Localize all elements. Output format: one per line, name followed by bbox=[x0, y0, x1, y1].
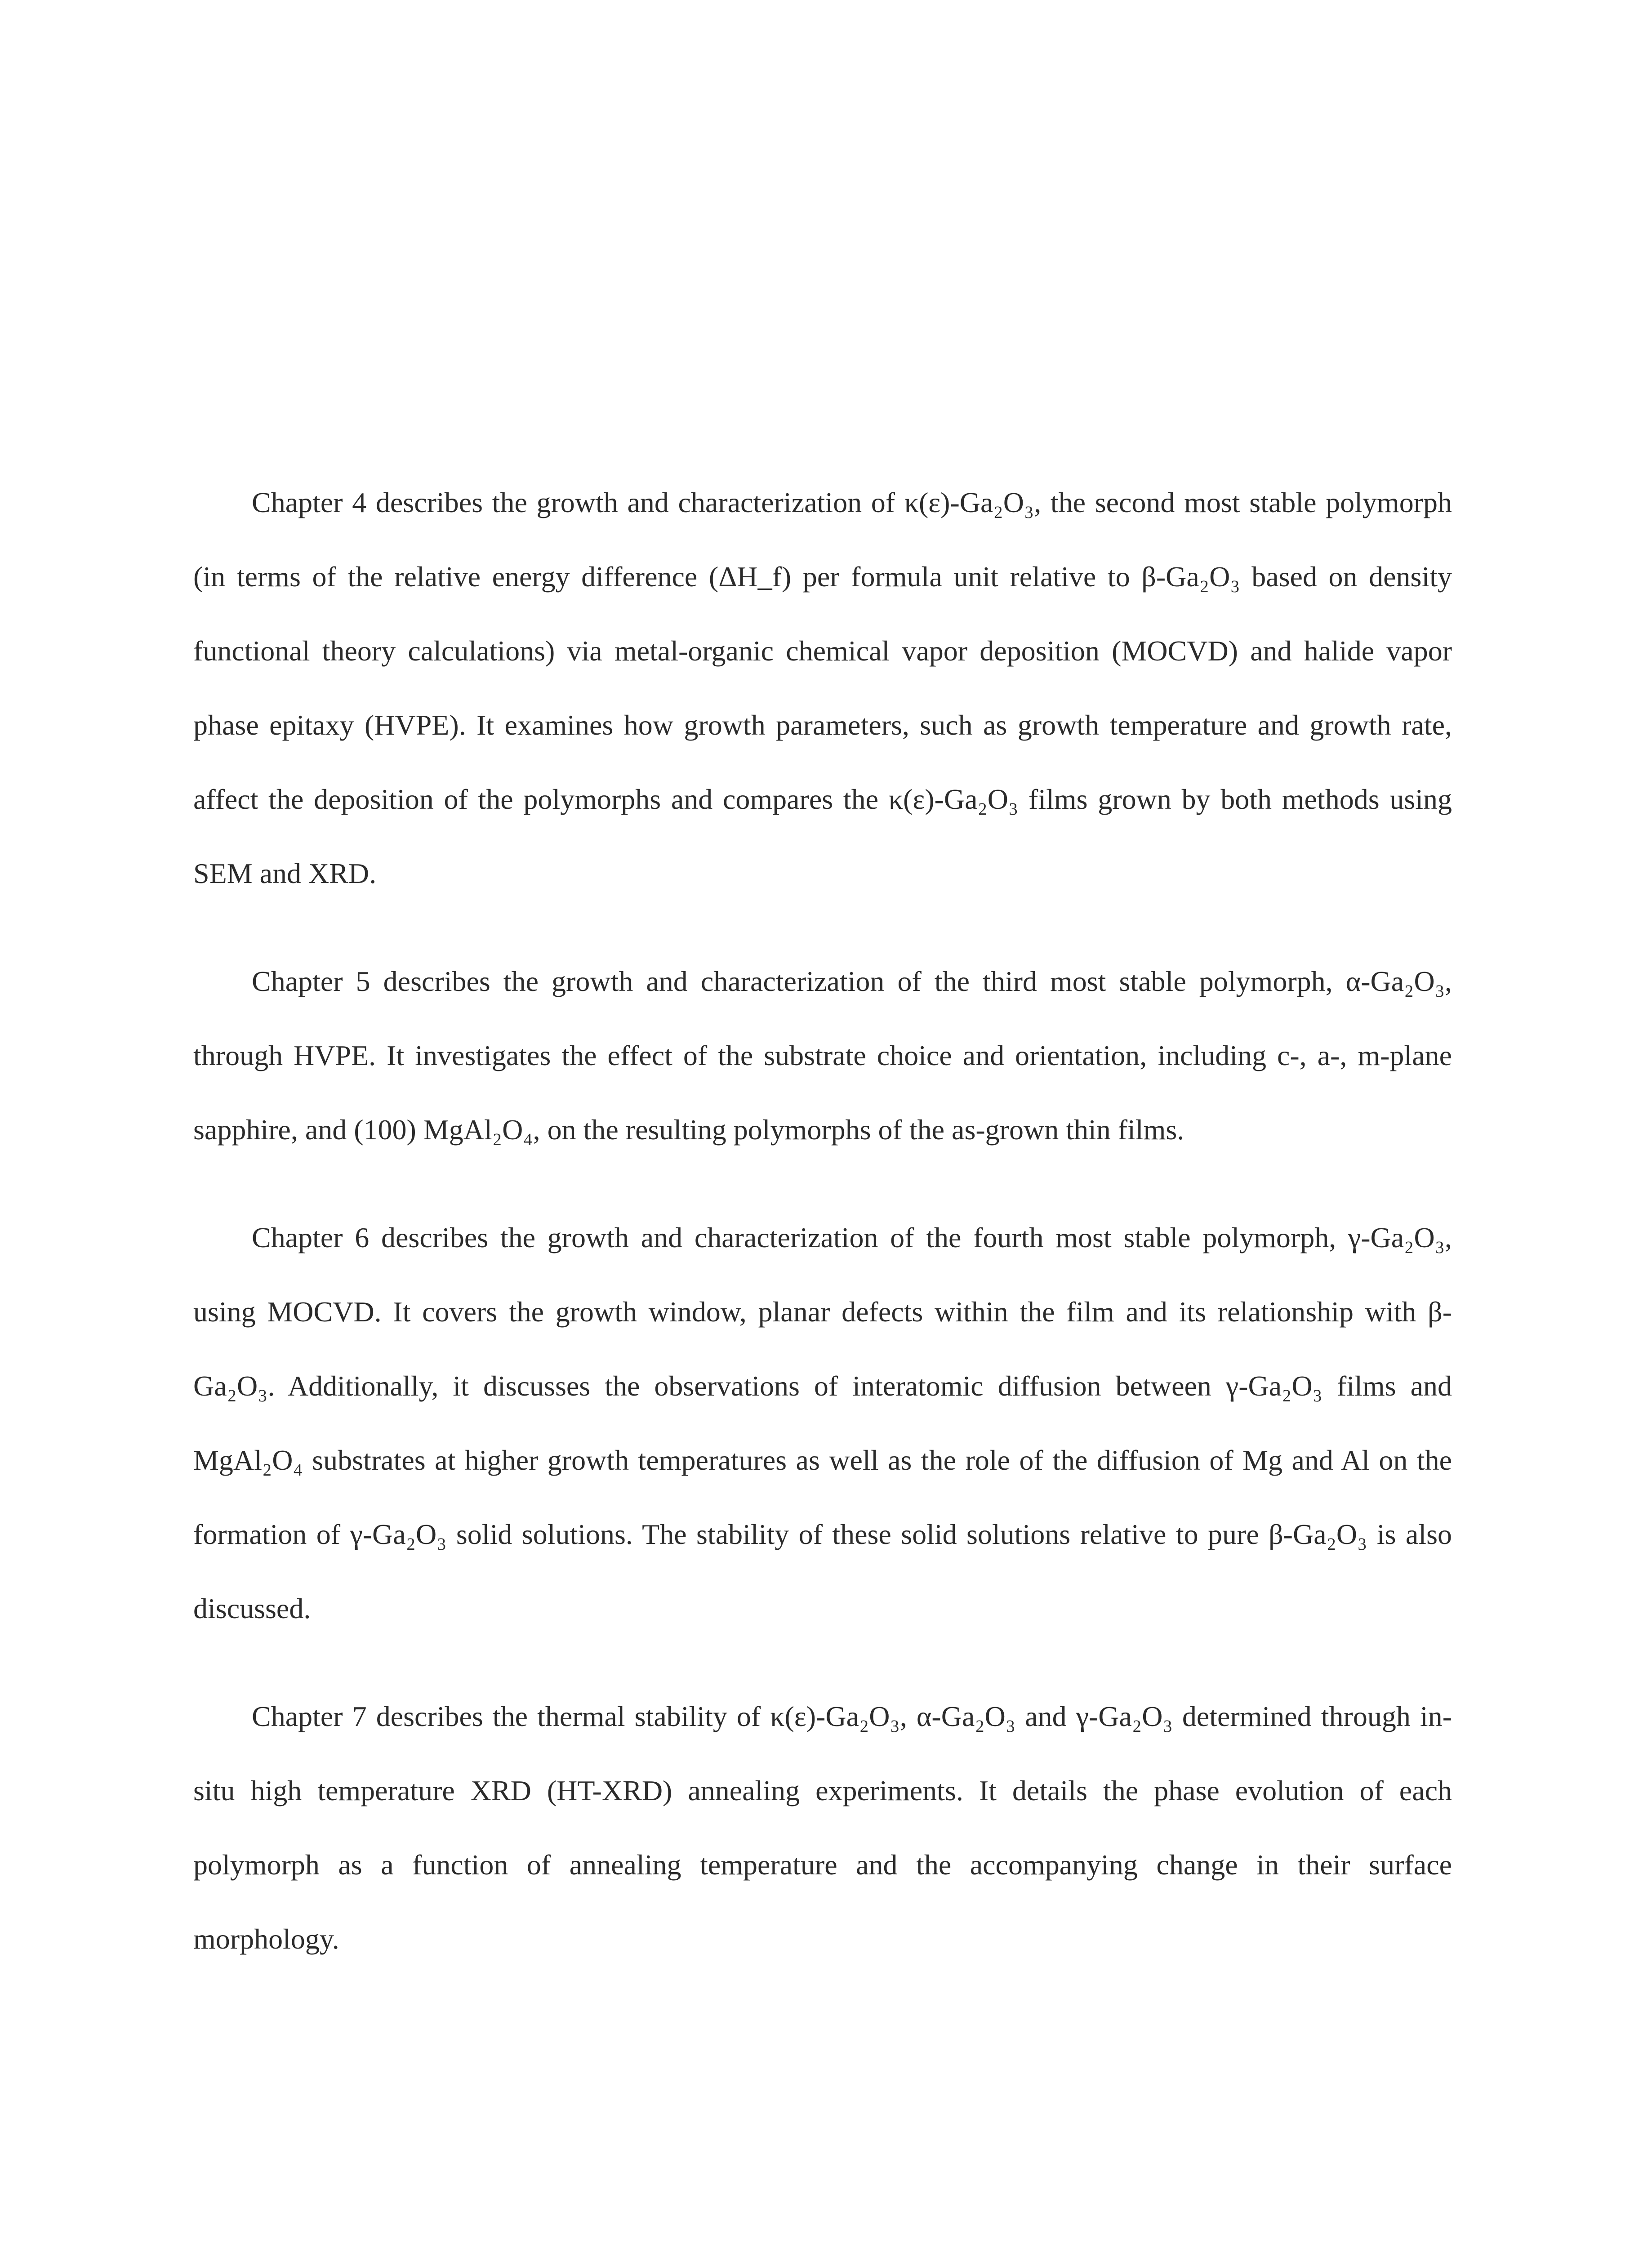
paragraph-chapter-6: Chapter 6 describes the growth and characterization of the fourth most stable polymorph, γ-Ga₂O₃, using MOCVD. It covers the growth window, planar defects within the film and its relationship with β-Ga₂O₃. Additionally, it discusses the observations of interatomic diffusion between γ-Ga₂O₃ films and MgAl₂O₄ substrates at higher growth temperatures as well as the role of the diffusion of Mg and Al on the formation of γ-Ga₂O₃ solid solutions. The stability of these solid solutions relative to pure β-Ga₂O₃ is also discussed. bbox=[193, 1222, 1452, 1624]
body-text bbox=[193, 465, 1452, 1976]
paragraph-chapter-4: Chapter 4 describes the growth and characterization of κ(ε)-Ga₂O₃, the second most stable polymorph (in terms of the relative energy difference (ΔH_f) per formula unit relative to β-Ga₂O₃ based on density functional theory calculations) via metal-organic chemical vapor deposition (MOCVD) and halide vapor phase epitaxy (HVPE). It examines how growth parameters, such as growth temperature and growth rate, affect the deposition of the polymorphs and compares the κ(ε)-Ga₂O₃ films grown by both methods using SEM and XRD. bbox=[193, 486, 1452, 889]
paragraph-chapter-7: Chapter 7 describes the thermal stability of κ(ε)-Ga₂O₃, α-Ga₂O₃ and γ-Ga₂O₃ determined through in-situ high temperature XRD (HT-XRD) annealing experiments. It details the phase evolution of each polymorph as a function of annealing temperature and the accompanying change in their surface morphology. bbox=[193, 1700, 1452, 1955]
paragraph-chapter-5: Chapter 5 describes the growth and characterization of the third most stable polymorph, α-Ga₂O₃, through HVPE. It investigates the effect of the substrate choice and orientation, including c-, a-, m-plane sapphire, and (100) MgAl₂O₄, on the resulting polymorphs of the as-grown thin films. bbox=[193, 965, 1452, 1146]
